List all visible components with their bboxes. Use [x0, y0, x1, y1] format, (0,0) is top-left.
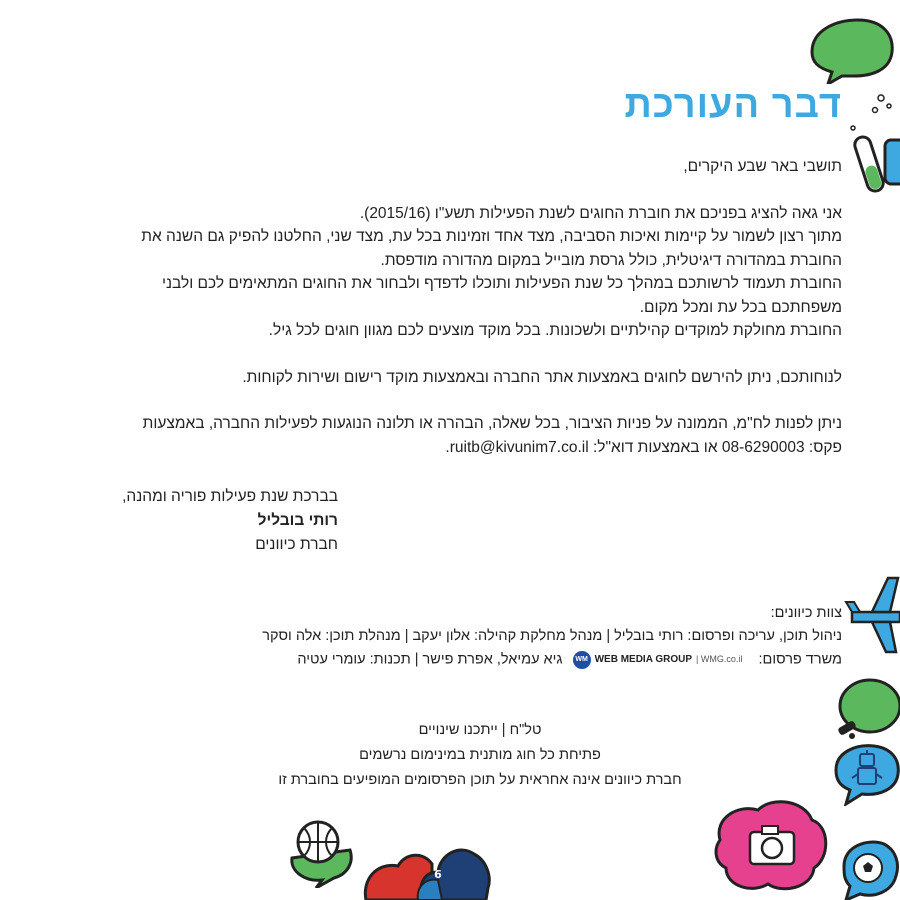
airplane-icon: [842, 572, 900, 656]
web-media-group-logo: [573, 648, 743, 671]
team-heading: צוות כיוונים:: [770, 605, 842, 621]
paragraph1-line: החוברת תעמוד לרשותכם במהלך כל שנת הפעילות ותוכלו לדפדף ולבחור את החוגים המתאימים לכם ולבני: [161, 275, 842, 292]
paragraph1-line: משפחתכם בכל עת ומכל מקום.: [639, 298, 842, 316]
paragraph1-line: החוברת במהדורה דיגיטלית, כולל גרסת מובייל במקום מהדורה מודפסת.: [380, 251, 842, 269]
team-credits: [262, 602, 842, 671]
page-title: דבר העורכת: [624, 84, 842, 126]
paragraph1-line: מתוך רצון לשמור על קיימות ואיכות הסביבה, מצד אחד וזמינות בכל עת, מצד שני, החלטנו להפיק גם השנה את: [141, 228, 842, 245]
greeting: תושבי באר שבע היקרים,: [683, 158, 842, 175]
page-number: 6: [434, 868, 442, 881]
test-tubes-icon: [845, 92, 900, 202]
paragraph3-line: ניתן לפנות לח"מ, הממונה על פניות הציבור, בכל שאלה, הבהרה או תלונה הנוגעות לפעילות החברה, באמצעות: [142, 415, 842, 432]
signature-block: [122, 485, 338, 557]
footer-line: חברת כיוונים אינה אחראית על תוכן הפרסומים המופיעים בחוברת זו: [278, 772, 682, 788]
paragraph1-line: אני גאה להציג בפניכם את חוברת החוגים לשנת הפעילות תשע"ו (2015/16).: [359, 204, 842, 222]
logo-text: WEB MEDIA GROUP: [594, 654, 693, 665]
team-line2: [262, 648, 842, 671]
signature-org: חברת כיוונים: [255, 536, 338, 553]
ping-pong-icon: [834, 676, 900, 740]
ad-agency-label: משרד פרסום:: [758, 651, 842, 668]
footer-notes: [0, 718, 900, 793]
basketball-icon: [286, 818, 356, 888]
signature-name: רותי בובליל: [257, 512, 338, 529]
team-line1: ניהול תוכן, עריכה ופרסום: רותי בובליל | מנהל מחלקת קהילה: אלון יעקב | מנהלת תוכן: אלה וסקר: [262, 628, 842, 644]
paragraph2: לנוחותכם, ניתן להירשם לחוגים באמצעות אתר החברה ובאמצעות מוקד רישום ושירות לקוחות.: [242, 368, 842, 386]
camera-icon: [712, 796, 832, 900]
robot-icon: [830, 740, 900, 806]
paragraph3-line: פקס: 08-6290003 או באמצעות דוא"ל: ruitb@kivunim7.co.il.: [445, 438, 842, 456]
paragraph1-line: החוברת מחולקת למוקדים קהילתיים ולשכונות. בכל מוקד מוצעים לכם מגוון חוגים לכל גיל.: [268, 322, 842, 339]
footer-line: פתיחת כל חוג מותנית במינימום נרשמים: [359, 747, 601, 763]
team-line2-rest: גיא עמיאל, אפרת פישר | תכנות: עומרי עטיה: [297, 651, 563, 668]
cloud-icon: [362, 840, 498, 900]
wm-logo-icon: WM: [573, 651, 591, 669]
speech-bubble-icon: [806, 14, 900, 84]
signature-blessing: בברכת שנת פעילות פוריה ומהנה,: [122, 488, 338, 505]
letter-body: [141, 155, 842, 459]
footer-line: טל"ח | ייתכנו שינויים: [418, 722, 542, 738]
soccer-ball-icon: [838, 836, 900, 900]
logo-sub: | WMG.co.il: [696, 654, 743, 664]
